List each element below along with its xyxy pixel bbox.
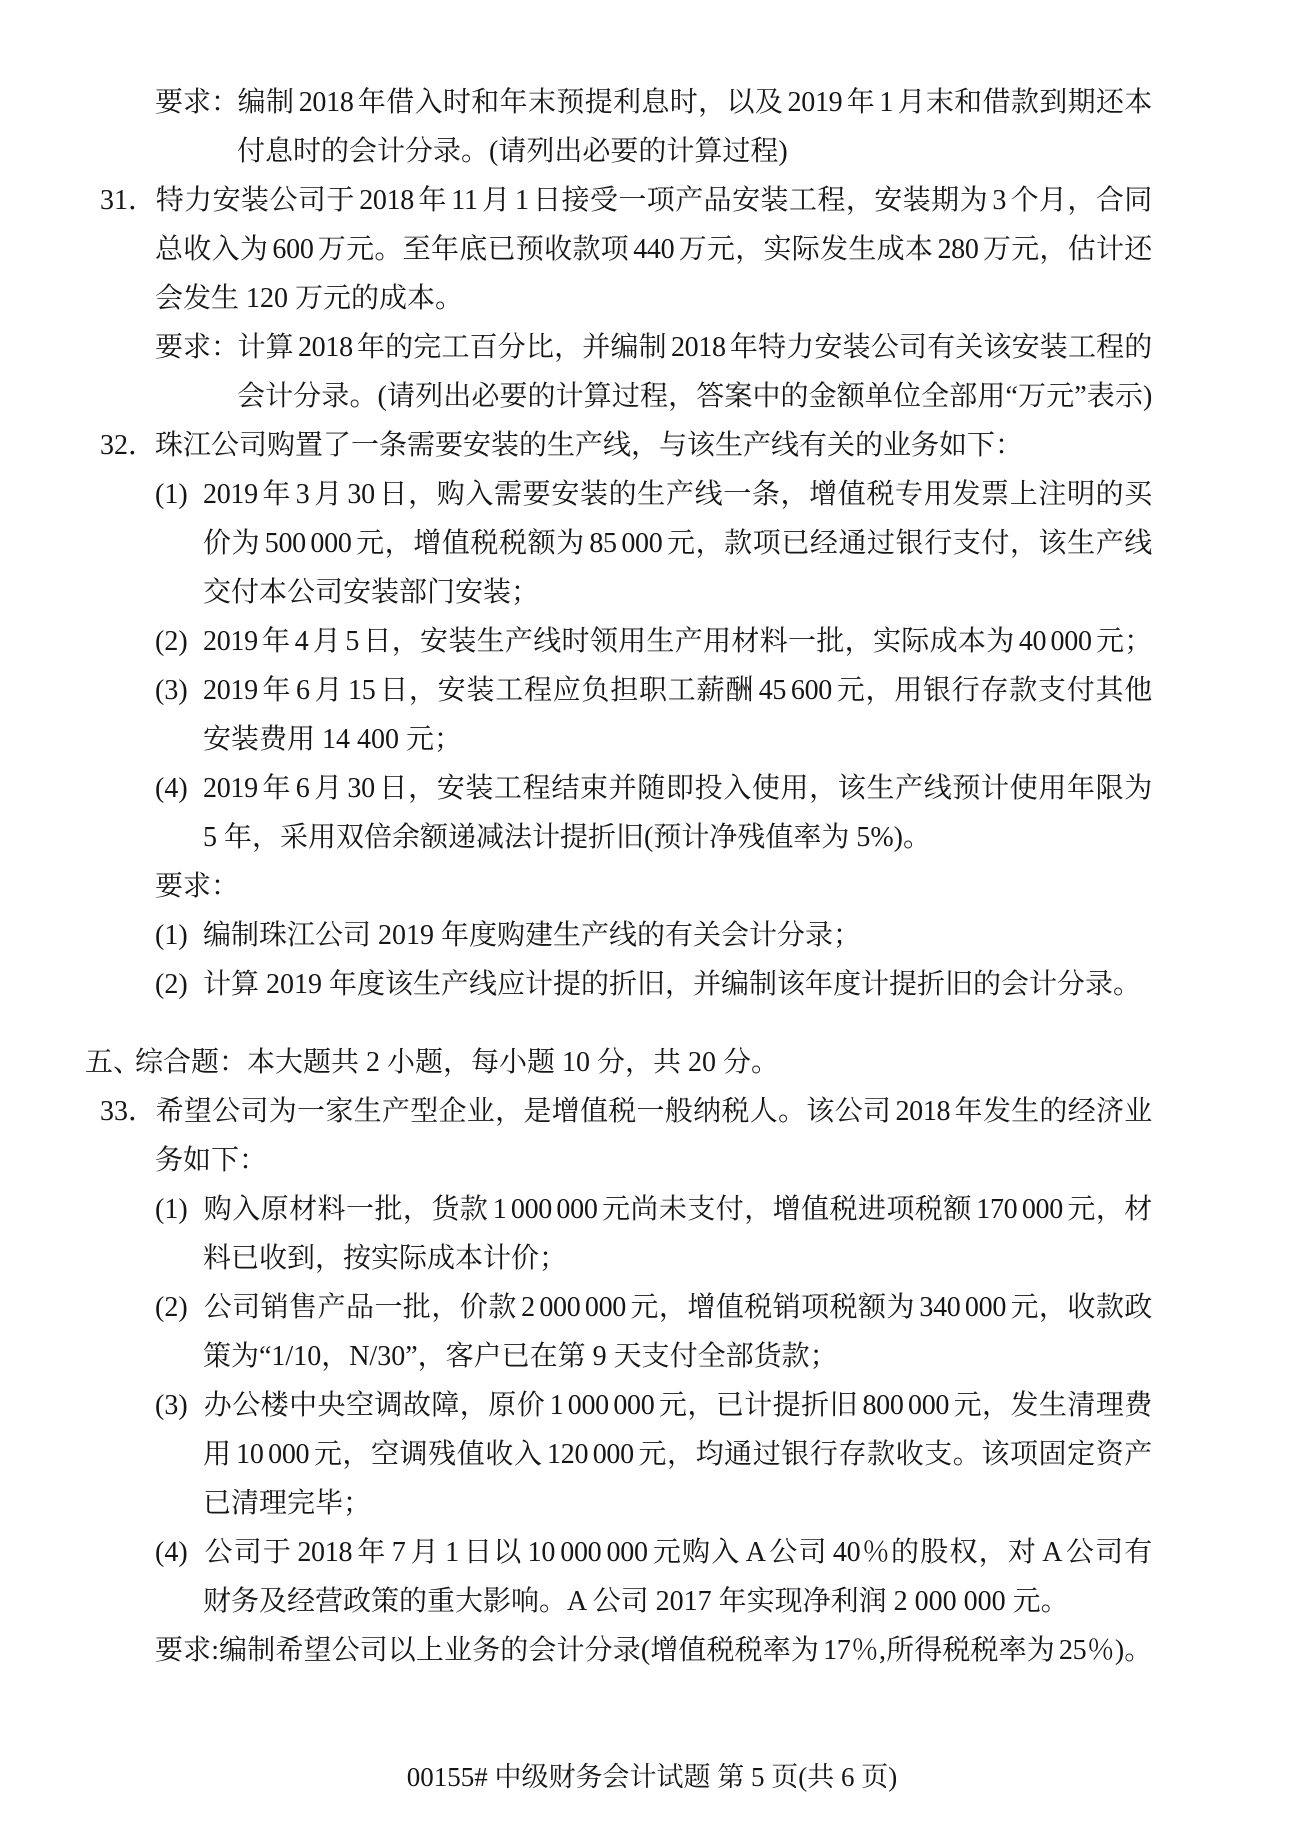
q33-item-4: [155, 1528, 1152, 1577]
item-4-marker: (4): [155, 1537, 188, 1568]
q33-item-3-cont-2: [203, 1479, 1152, 1528]
q33-item-2-cont: [203, 1332, 1152, 1381]
q32-req-item-2: [155, 960, 1152, 1009]
line-text: 要求：: [155, 871, 240, 902]
line-text: 2019 年 3 月 30 日，购入需要安装的生产线一条，增值税专用发票上注明的买: [203, 479, 1152, 510]
question-32: [100, 421, 1152, 470]
item-3-marker: (3): [155, 675, 188, 706]
line-text: 特力安装公司于 2018 年 11 月 1 日接受一项产品安装工程，安装期为 3 个月，合同: [155, 185, 1152, 216]
question-31: [100, 176, 1152, 225]
line-text: 计算 2019 年度该生产线应计提的折旧，并编制该年度计提折旧的会计分录。: [203, 969, 1142, 1000]
line-text: 安装费用 14 400 元；: [203, 724, 463, 755]
item-4-marker: (4): [155, 773, 188, 804]
line-text: 2019 年 6 月 30 日，安装工程结束并随即投入使用，该生产线预计使用年限为: [203, 773, 1152, 804]
line-text: 综合题：本大题共 2 小题，每小题 10 分，共 20 分。: [135, 1047, 780, 1078]
q32-item-4: [155, 764, 1152, 813]
requirement-label: 要求：: [155, 87, 240, 118]
section-5-heading: [85, 1038, 1152, 1087]
line-text: 珠江公司购置了一条需要安装的生产线，与该生产线有关的业务如下：: [155, 430, 1024, 461]
req-item-2-marker: (2): [155, 969, 188, 1000]
line-text: 2019 年 4 月 5 日，安装生产线时领用生产用材料一批，实际成本为 40 000 元；: [203, 626, 1152, 657]
q32-req-item-1: [155, 911, 1152, 960]
line-text: 总收入为 600 万元。至年底已预收款项 440 万元，实际发生成本 280 万元，估计还: [155, 234, 1152, 265]
question-33-cont: [155, 1136, 1152, 1185]
line-text: 务如下：: [155, 1145, 268, 1176]
line-text: 料已收到，按实际成本计价；: [203, 1243, 568, 1274]
line-text: 购入原材料一批，货款 1 000 000 元尚未支付，增值税进项税额 170 000 元，材: [203, 1194, 1152, 1225]
question-31-number: 31．: [100, 185, 157, 216]
line-text: 用 10 000 元，空调残值收入 120 000 元，均通过银行存款收支。该项固定资产: [203, 1439, 1152, 1470]
q33-requirement: [155, 1626, 1152, 1675]
question-32-number: 32．: [100, 430, 157, 461]
item-1-marker: (1): [155, 1194, 188, 1225]
q32-item-1-cont-1: [203, 519, 1152, 568]
q32-item-3-cont: [203, 715, 1152, 764]
line-text: 公司于 2018 年 7 月 1 日以 10 000 000 元购入 A 公司 40％的股权，对 A 公司有: [203, 1537, 1152, 1568]
line-text: 计算 2018 年的完工百分比，并编制 2018 年特力安装公司有关该安装工程的: [237, 332, 1152, 363]
item-2-marker: (2): [155, 1292, 188, 1323]
line-text: 价为 500 000 元，增值税税额为 85 000 元，款项已经通过银行支付，该生产线: [203, 528, 1152, 559]
line-text: 策为“1/10，N/30”，客户已在第 9 天支付全部货款；: [203, 1341, 838, 1372]
question-33-number: 33．: [100, 1096, 157, 1127]
line-text: 会发生 120 万元的成本。: [155, 283, 464, 314]
line-text: 办公楼中央空调故障，原价 1 000 000 元，已计提折旧 800 000 元，发生清理费: [203, 1390, 1152, 1421]
q33-item-3: [155, 1381, 1152, 1430]
q33-item-2: [155, 1283, 1152, 1332]
q33-item-1-cont: [203, 1234, 1152, 1283]
question-33: [100, 1087, 1152, 1136]
line-text: 5 年，采用双倍余额递减法计提折旧(预计净残值率为 5%)。: [203, 822, 931, 853]
item-2-marker: (2): [155, 626, 188, 657]
q32-item-4-cont: [203, 813, 1152, 862]
q32-item-2: [155, 617, 1152, 666]
q32-item-1: [155, 470, 1152, 519]
line-text: 交付本公司安装部门安装；: [203, 577, 540, 608]
q32-item-3: [155, 666, 1152, 715]
q33-item-3-cont-1: [203, 1430, 1152, 1479]
q32-item-1-cont-2: [203, 568, 1152, 617]
item-1-marker: (1): [155, 479, 188, 510]
question-31-cont-2: [155, 274, 1152, 323]
line-text: 编制 2018 年借入时和年末预提利息时，以及 2019 年 1 月末和借款到期还本: [237, 87, 1152, 118]
line-text: 编制珠江公司 2019 年度购建生产线的有关会计分录；: [203, 920, 862, 951]
section-5-number: 五、: [85, 1047, 142, 1078]
line-text: 付息时的会计分录。(请列出必要的计算过程): [237, 136, 788, 167]
q32-requirement-label: [155, 862, 1152, 911]
question-31-requirement-cont: [237, 372, 1152, 421]
q33-item-1: [155, 1185, 1152, 1234]
question-31-cont-1: [155, 225, 1152, 274]
line-text: 财务及经营政策的重大影响。A 公司 2017 年实现净利润 2 000 000 元。: [203, 1586, 1069, 1617]
q33-item-4-cont: [203, 1577, 1152, 1626]
line-text: 会计分录。(请列出必要的计算过程，答案中的金额单位全部用“万元”表示): [237, 381, 1152, 412]
line-text: 已清理完毕；: [203, 1488, 372, 1519]
line-text: 希望公司为一家生产型企业，是增值税一般纳税人。该公司 2018 年发生的经济业: [155, 1096, 1152, 1127]
line-text: 要求:编制希望公司以上业务的会计分录(增值税税率为 17％,所得税税率为 25％)。: [155, 1635, 1152, 1666]
line-text: 公司销售产品一批，价款 2 000 000 元，增值税销项税额为 340 000 元，收款政: [203, 1292, 1152, 1323]
prev-question-requirement-line-1: [155, 78, 1152, 127]
question-31-requirement: [155, 323, 1152, 372]
requirement-label: 要求：: [155, 332, 240, 363]
prev-question-requirement-line-2: [237, 127, 1152, 176]
req-item-1-marker: (1): [155, 920, 188, 951]
line-text: 2019 年 6 月 15 日，安装工程应负担职工薪酬 45 600 元，用银行存款支付其他: [203, 675, 1152, 706]
item-3-marker: (3): [155, 1390, 188, 1421]
page-footer: 00155# 中级财务会计试题 第 5 页(共 6 页): [406, 1762, 898, 1792]
